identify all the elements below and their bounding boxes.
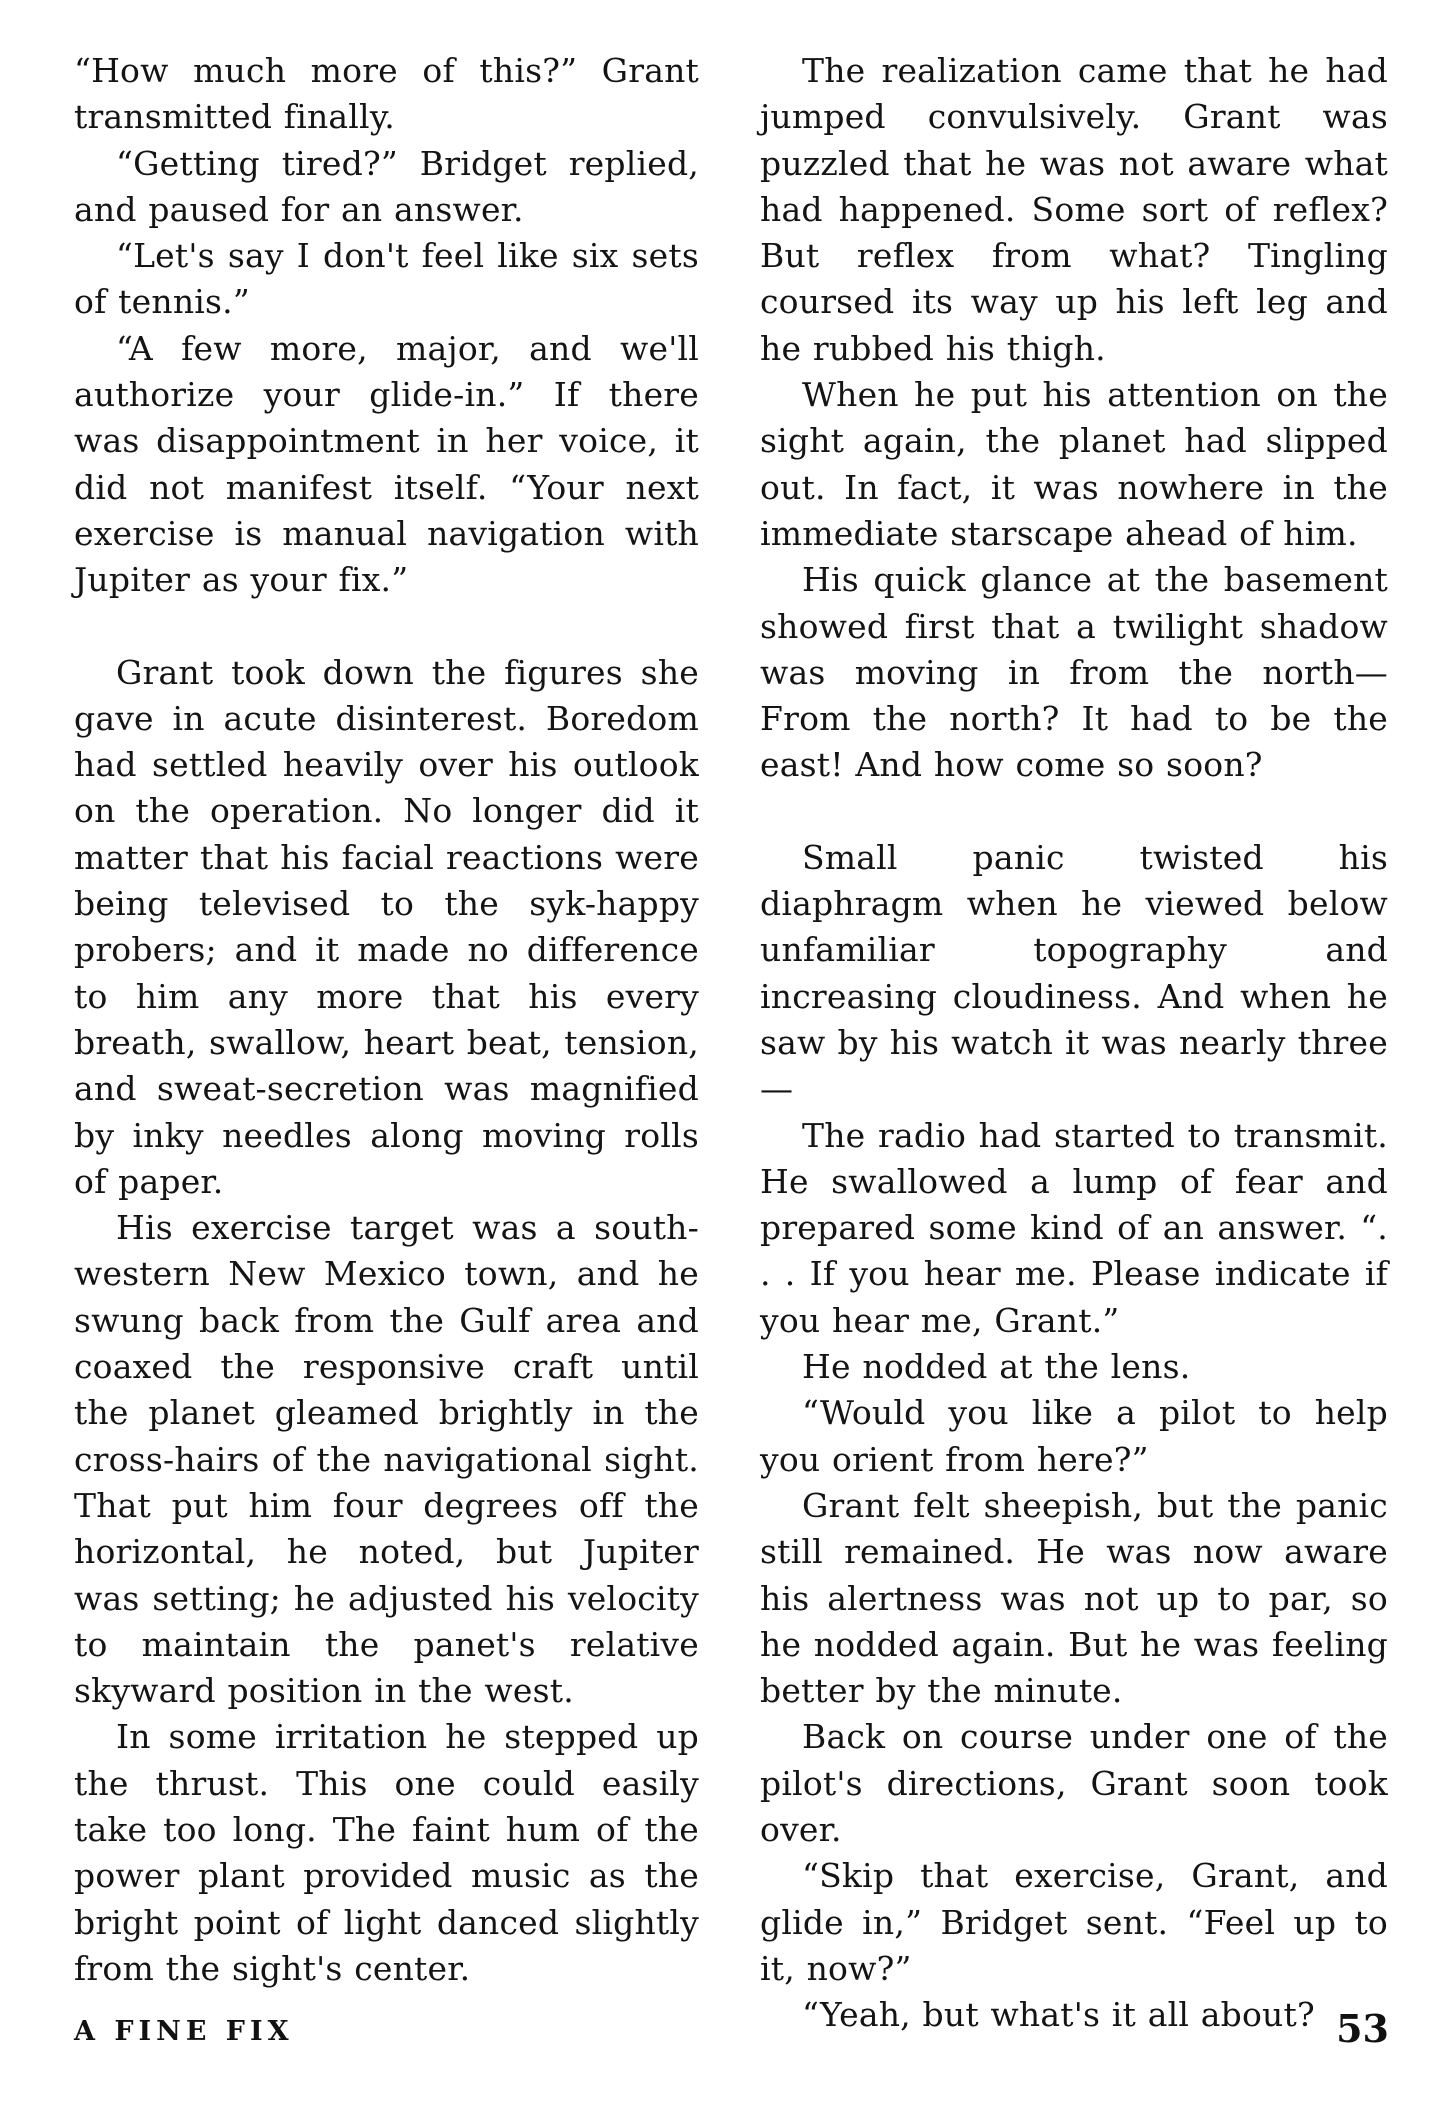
paragraph: “How much more of this?” Grant transmitted finally. xyxy=(74,51,699,137)
running-footer-title: A FINE FIX xyxy=(74,2016,294,2047)
paragraph: “Let's say I don't feel like six sets of tennis.” xyxy=(74,236,699,322)
paragraph: Grant took down the figures she gave in acute disinterest. Boredom had settled heavily over his outlook on the operation. No longer did it matter that his facial reactions were being televised to the syk-happy probers; and it made no difference to him any more that his every breath, swallow, heart beat, tension, and sweat-secretion was magnified by inky needles along moving rolls of paper. xyxy=(74,652,699,1201)
paragraph: “A few more, major, and we'll authorize your glide-in.” If there was disappointment in her voice, it did not manifest itself. “Your next exercise is manual navigation with Jupiter as your fix.” xyxy=(74,328,699,600)
left-column xyxy=(74,48,699,1992)
paragraph: He nodded at the lens. xyxy=(802,1347,1191,1387)
section-break xyxy=(760,789,1388,835)
paragraph: Small panic twisted his diaphragm when he viewed below unfamiliar topography and increasing cloudiness. And when he saw by his watch it was nearly three— xyxy=(760,837,1388,1109)
paragraph: “Skip that exercise, Grant, and glide in,” Bridget sent. “Feel up to it, now?” xyxy=(760,1856,1388,1988)
right-column xyxy=(760,48,1388,2038)
paragraph: His exercise target was a south-western New Mexico town, and he swung back from the Gulf area and coaxed the responsive craft until the planet gleamed brightly in the cross-hairs of the navigational sight. That put him four degrees off the horizontal, he noted, but Jupiter was setting; he adjusted his velocity to maintain the panet's relative skyward position in the west. xyxy=(74,1208,699,1711)
page-number: 53 xyxy=(1336,2006,1389,2051)
paragraph: When he put his attention on the sight again, the planet had slipped out. In fact, it was nowhere in the immediate starscape ahead of him. xyxy=(760,375,1388,553)
paragraph: Back on course under one of the pilot's directions, Grant soon took over. xyxy=(760,1717,1388,1849)
paragraph: His quick glance at the basement showed first that a twilight shadow was moving in from the north—From the north? It had to be the east! And how come so soon? xyxy=(760,560,1388,785)
paragraph: Grant felt sheepish, but the panic still remained. He was now aware his alertness was not up to par, so he nodded again. But he was feeling better by the minute. xyxy=(760,1485,1388,1711)
paragraph: “Getting tired?” Bridget replied, and paused for an answer. xyxy=(74,143,699,229)
section-break xyxy=(74,604,699,650)
paragraph: “Yeah, but what's it all about? xyxy=(802,1995,1315,2035)
paragraph: The radio had started to transmit. He swallowed a lump of fear and prepared some kind of an answer. “. . . If you hear me. Please indicate if you hear me, Grant.” xyxy=(760,1115,1388,1340)
paragraph: In some irritation he stepped up the thrust. This one could easily take too long. The faint hum of the power plant provided music as the bright point of light danced slightly from the sight's center. xyxy=(74,1717,699,1988)
paragraph: “Would you like a pilot to help you orient from here?” xyxy=(760,1393,1388,1479)
paragraph: The realization came that he had jumped convulsively. Grant was puzzled that he was not aware what had happened. Some sort of reflex? But reflex from what? Tingling coursed its way up his left leg and he rubbed his thigh. xyxy=(760,51,1388,368)
